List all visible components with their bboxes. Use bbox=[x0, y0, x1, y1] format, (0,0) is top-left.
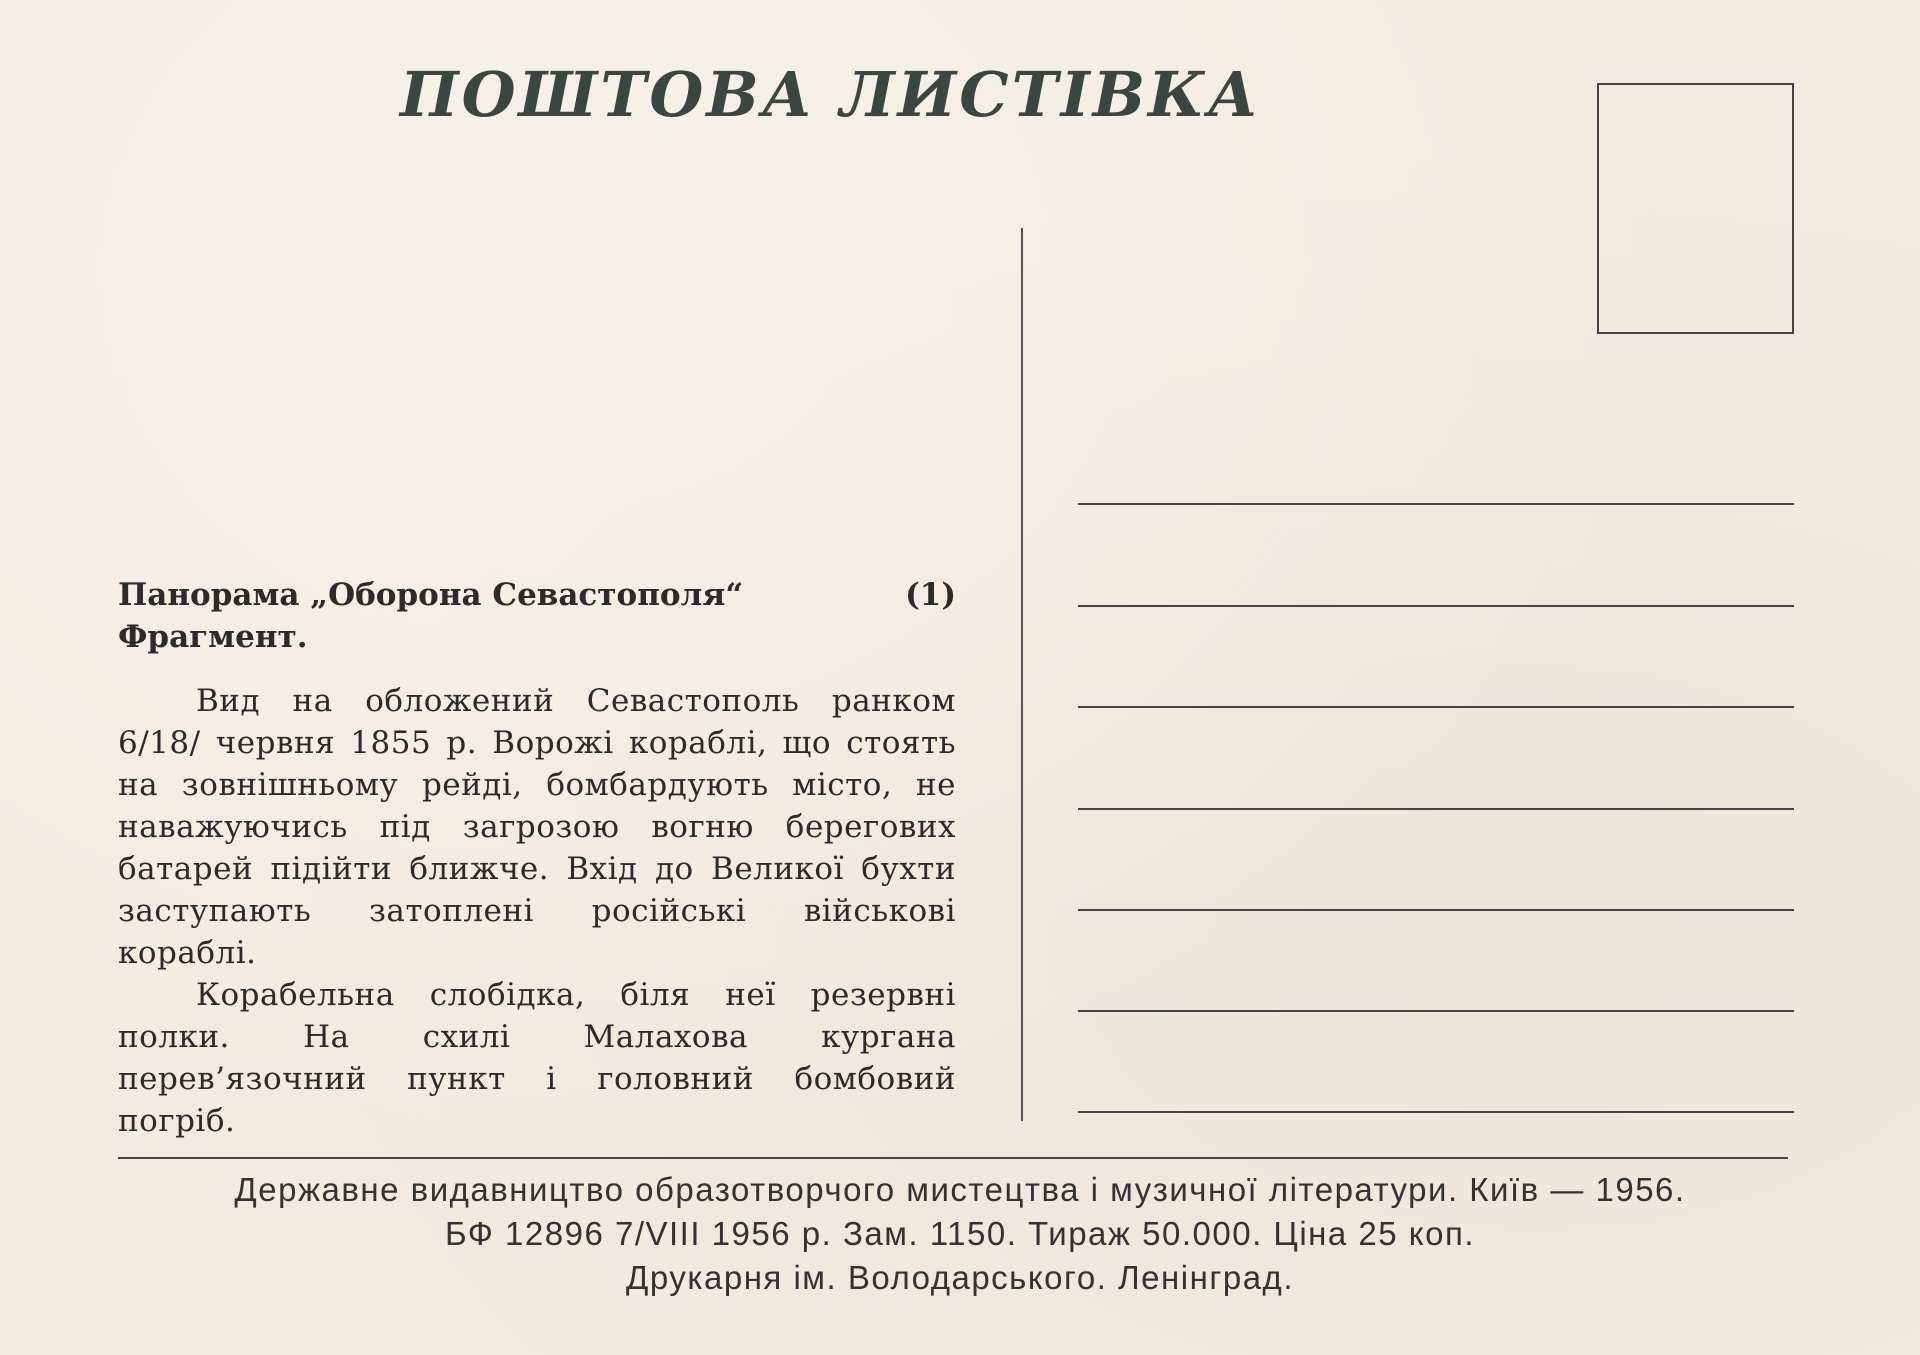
caption-paragraph: Корабельна слобідка, біля неї резервні полки. На схилі Малахова кургана перев’язочний пункт і головний бомбовий погріб. bbox=[118, 977, 956, 1139]
horizontal-divider bbox=[118, 1157, 1788, 1159]
address-line bbox=[1078, 503, 1794, 505]
stamp-box bbox=[1597, 83, 1794, 334]
caption-subtitle: Фрагмент. bbox=[118, 619, 308, 655]
caption-number: (1) bbox=[905, 577, 956, 613]
caption-block bbox=[118, 574, 956, 1142]
caption-paragraph: Вид на обложений Севастополь ранком 6/18/ червня 1855 р. Ворожі кораблі, що стоять на зовнішньому рейді, бомбардують місто, не наважуючись під загрозою вогню берегових батарей підійти ближче. Вхід до Великої бухти заступають затоплені російські військові кораблі. bbox=[118, 683, 956, 971]
imprint-line: Державне видавництво образотворчого мистецтва і музичної літератури. Київ — 1956. bbox=[234, 1171, 1686, 1208]
imprint-line: БФ 12896 7/VIII 1956 р. Зам. 1150. Тираж 50.000. Ціна 25 коп. bbox=[445, 1215, 1475, 1252]
vertical-divider bbox=[1021, 228, 1023, 1121]
imprint-line: Друкарня ім. Володарського. Ленінград. bbox=[626, 1259, 1294, 1296]
postcard-heading: ПОШТОВА ЛИСТІВКА bbox=[400, 58, 1262, 131]
address-line bbox=[1078, 808, 1794, 810]
address-line bbox=[1078, 1111, 1794, 1113]
address-line bbox=[1078, 1010, 1794, 1012]
imprint-block bbox=[100, 1168, 1820, 1300]
address-line bbox=[1078, 706, 1794, 708]
caption-title: Панорама „Оборона Севастополя“ bbox=[118, 577, 744, 613]
address-line bbox=[1078, 909, 1794, 911]
address-line bbox=[1078, 605, 1794, 607]
caption-title-row bbox=[118, 574, 956, 616]
